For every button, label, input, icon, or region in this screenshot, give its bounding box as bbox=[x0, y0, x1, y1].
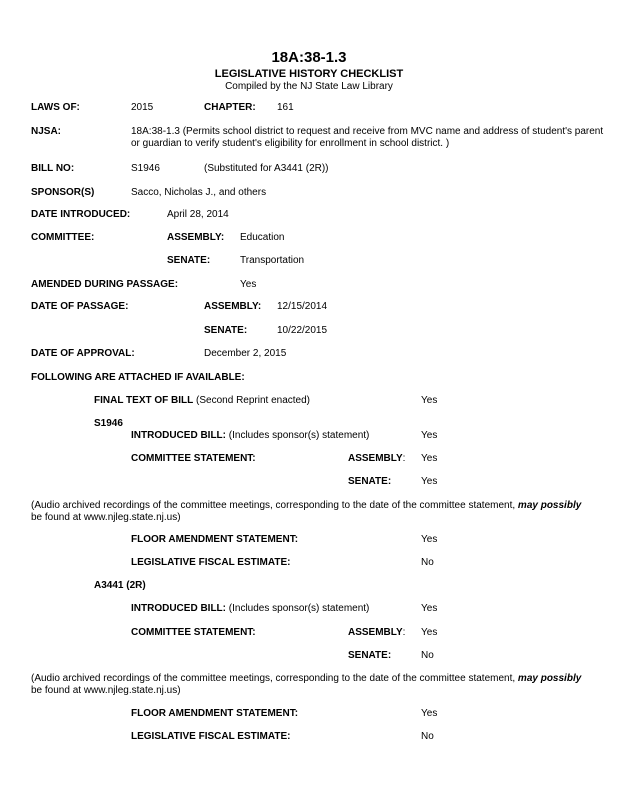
s1946-introduced-note: (Includes sponsor(s) statement) bbox=[226, 430, 370, 441]
laws-of-label: LAWS OF: bbox=[31, 102, 80, 113]
a3441-committee-label: COMMITTEE STATEMENT: bbox=[131, 627, 256, 638]
s1946-fiscal-label: LEGISLATIVE FISCAL ESTIMATE: bbox=[131, 557, 291, 568]
s1946-audio-note-emphasis: may possibly bbox=[517, 500, 582, 511]
s1946-assembly-label: ASSEMBLY bbox=[348, 453, 403, 464]
s1946-committee-label: COMMITTEE STATEMENT: bbox=[131, 453, 256, 464]
page-title: 18A:38-1.3 bbox=[271, 49, 347, 66]
chapter-label: CHAPTER: bbox=[204, 102, 256, 113]
committee-senate-label: SENATE: bbox=[167, 255, 211, 266]
bill-no-value: S1946 bbox=[131, 163, 160, 174]
passage-assembly-value: 12/15/2014 bbox=[277, 301, 328, 312]
a3441-assembly-row bbox=[348, 627, 405, 639]
passage-assembly-label: ASSEMBLY: bbox=[204, 301, 262, 312]
laws-of-value: 2015 bbox=[131, 102, 154, 113]
bill-no-label: BILL NO: bbox=[31, 163, 75, 174]
sponsors-label: SPONSOR(S) bbox=[31, 187, 95, 198]
s1946-introduced-row bbox=[131, 430, 369, 442]
date-introduced-value: April 28, 2014 bbox=[167, 209, 229, 220]
a3441-heading: A3441 (2R) bbox=[94, 580, 146, 591]
s1946-floor-label: FLOOR AMENDMENT STATEMENT: bbox=[131, 534, 299, 545]
njsa-line-2: or guardian to verify student's eligibility for enrollment in school district. ) bbox=[131, 138, 450, 149]
a3441-audio-note-emphasis: may possibly bbox=[517, 673, 582, 684]
sponsors-value: Sacco, Nicholas J., and others bbox=[131, 187, 267, 198]
a3441-audio-note-line-1 bbox=[31, 673, 581, 685]
committee-label: COMMITTEE: bbox=[31, 232, 95, 243]
amended-value: Yes bbox=[240, 279, 257, 290]
a3441-introduced-row bbox=[131, 603, 369, 615]
final-text-value: Yes bbox=[421, 395, 438, 406]
bill-substituted-note: (Substituted for A3441 (2R)) bbox=[204, 163, 329, 174]
a3441-floor-label: FLOOR AMENDMENT STATEMENT: bbox=[131, 708, 299, 719]
s1946-audio-note-line-1 bbox=[31, 500, 581, 512]
page-subtitle: LEGISLATIVE HISTORY CHECKLIST bbox=[214, 68, 404, 80]
a3441-fiscal-value: No bbox=[421, 731, 434, 742]
s1946-audio-note-line-2: be found at www.njleg.state.nj.us) bbox=[31, 512, 181, 523]
final-text-row bbox=[94, 395, 310, 407]
a3441-senate-label: SENATE: bbox=[348, 650, 392, 661]
date-of-approval-value: December 2, 2015 bbox=[204, 348, 287, 359]
final-text-label: FINAL TEXT OF BILL bbox=[94, 395, 194, 406]
a3441-audio-note-text: (Audio archived recordings of the committee meetings, corresponding to the date of the committee statement, bbox=[31, 673, 518, 684]
s1946-heading: S1946 bbox=[94, 418, 123, 429]
committee-assembly-label: ASSEMBLY: bbox=[167, 232, 225, 243]
a3441-introduced-value: Yes bbox=[421, 603, 438, 614]
s1946-assembly-row bbox=[348, 453, 405, 465]
njsa-line-1: 18A:38-1.3 (Permits school district to request and receive from MVC name and address of student's parent bbox=[131, 126, 604, 137]
a3441-audio-note-line-2: be found at www.njleg.state.nj.us) bbox=[31, 685, 181, 696]
date-introduced-label: DATE INTRODUCED: bbox=[31, 209, 131, 220]
chapter-value: 161 bbox=[277, 102, 294, 113]
compiled-by: Compiled by the NJ State Law Library bbox=[225, 81, 393, 92]
a3441-assembly-label: ASSEMBLY bbox=[348, 627, 403, 638]
committee-assembly-value: Education bbox=[240, 232, 285, 243]
s1946-senate-value: Yes bbox=[421, 476, 438, 487]
passage-senate-value: 10/22/2015 bbox=[277, 325, 328, 336]
s1946-fiscal-value: No bbox=[421, 557, 434, 568]
committee-senate-value: Transportation bbox=[240, 255, 305, 266]
final-text-note: (Second Reprint enacted) bbox=[193, 395, 310, 406]
a3441-introduced-note: (Includes sponsor(s) statement) bbox=[226, 603, 370, 614]
amended-label: AMENDED DURING PASSAGE: bbox=[31, 279, 179, 290]
s1946-introduced-value: Yes bbox=[421, 430, 438, 441]
date-of-passage-label: DATE OF PASSAGE: bbox=[31, 301, 129, 312]
s1946-floor-value: Yes bbox=[421, 534, 438, 545]
a3441-fiscal-label: LEGISLATIVE FISCAL ESTIMATE: bbox=[131, 731, 291, 742]
a3441-introduced-label: INTRODUCED BILL: bbox=[131, 603, 226, 614]
date-of-approval-label: DATE OF APPROVAL: bbox=[31, 348, 135, 359]
a3441-floor-value: Yes bbox=[421, 708, 438, 719]
passage-senate-label: SENATE: bbox=[204, 325, 248, 336]
a3441-senate-value: No bbox=[421, 650, 434, 661]
attached-heading: FOLLOWING ARE ATTACHED IF AVAILABLE: bbox=[31, 372, 245, 383]
s1946-assembly-value: Yes bbox=[421, 453, 438, 464]
s1946-audio-note-text: (Audio archived recordings of the committee meetings, corresponding to the date of the committee statement, bbox=[31, 500, 518, 511]
s1946-introduced-label: INTRODUCED BILL: bbox=[131, 430, 226, 441]
njsa-label: NJSA: bbox=[31, 126, 62, 137]
a3441-assembly-colon: : bbox=[402, 627, 406, 638]
s1946-senate-label: SENATE: bbox=[348, 476, 392, 487]
a3441-assembly-value: Yes bbox=[421, 627, 438, 638]
s1946-assembly-colon: : bbox=[402, 453, 406, 464]
